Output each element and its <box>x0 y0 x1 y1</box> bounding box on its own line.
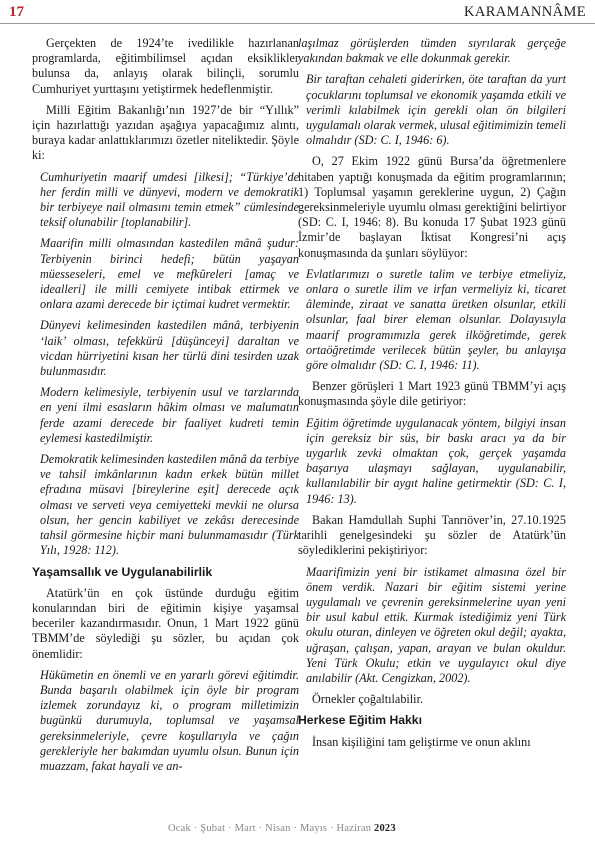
quotation-continuation: laşılmaz görüşlerden tümden sıyrılarak gerçeğe yakından bakmak ve elle dokunmak gerekir. <box>298 36 566 66</box>
body-paragraph: İnsan kişiliğini tam geliştirme ve onun aklını <box>312 734 531 749</box>
quotation-paragraph: Maarifimizin yeni bir istikamet almasına özel bir önem verdik. Nazari bir eğitim sistemi yerine uygulamalı ve çevrenin gereksinmelerine uyan yeni bir usul kabul ettik. Kurmak istediğimiz yeni Türk okulu oturan, dinleyen ve öğreten okul değil; ayakta, uğraşan, çalışan, yapan, arayan ve bulan okuldur. Yeni Türk Okulu; etkin ve uygulayıcı okul diye anılabilir (Akt. Cengizkan, 2002). <box>306 564 566 685</box>
body-paragraph: Milli Eğitim Bakanlığı’nın 1927’de bir “Yıllık” için hazırlattığı yazıdan aşağıya yapacağımız alıntı, buraya kadar anlattıklarımızı özetler niteliktedir. Şöyle ki: <box>32 102 299 163</box>
quotation-paragraph: Bir taraftan cehaleti giderirken, öte taraftan da yurt çocuklarını toplumsal ve ekonomik yaşamda etkili ve verimli kılabilmek için gerekli olan ön bilgileri uygulamalı olarak vermek, ulusal eğitimimizin temeli olmalıdır (SD: C. I, 1946: 6). <box>306 72 566 148</box>
footer-months: Ocak · Şubat · Mart · Nisan · Mayıs · Haziran <box>168 823 372 834</box>
footer-year: 2023 <box>374 823 396 834</box>
quotation-paragraph: Maarifin milli olmasından kastedilen mânâ şudur: Terbiyenin birinci hedefi; bütün yaşayan müesseseleri, emel ve mefkûreleri [amaç ve idealleri] ile milli cemiyete intibak ettirmek ve onlara azami derecede bir içtimai kudret vermektir. <box>40 236 299 312</box>
page-number: 17 <box>9 4 24 20</box>
quotation-paragraph: Hükümetin en önemli ve en yararlı görevi eğitimdir. Bunda başarılı olabilmek için öyle bir program izlemek zorundayız ki, o program milletimizin bugünkü durumuyla, toplumsal ve yaşamsal gereksinmeleriyle, çevre koşullarıyla ve çağın gerekleriyle her bakımdan uyumlu olsun. Bunun için muazzam, fakat hayali ve an- <box>40 667 299 773</box>
body-paragraph: O, 27 Ekim 1922 günü Bursa’da öğretmenlere hitaben yaptığı konuşmada da eğitim programlarının; 1) Toplumsal yaşamın gereklerine uygun, 2) Çağın gereksinmeleriyle uyumlu olması gerektiğini belirtiyor (SD: C. I, 1946: 8). Bu konuda 17 Şubat 1923 günü İzmir’de başlayan İktisat Kongresi’ni açış konuşmasında da şunları söylüyor: <box>298 154 566 260</box>
quotation-paragraph: Modern kelimesiyle, terbiyenin usul ve tarzlarında en yeni ilmi esasların hâkim olması ve malumatın ferde azami derecede bir faaliyet kudreti temin eylemesi kastedilmiştir. <box>40 385 299 445</box>
quotation-paragraph: Cumhuriyetin maarif umdesi [ilkesi]; “Türkiye’de her ferdin milli ve dünyevi, modern ve demokratik bir terbiyeye nail olmasını temin etmek” cümlesinde teksif olunabilir [toplanabilir]. <box>40 169 299 230</box>
left-column <box>32 36 299 780</box>
body-paragraph: Atatürk’ün en çok üstünde durduğu eğitim konularından biri de eğitimin kişiye yaşamsal beceriler kazandırmasıdır. Onun, 1 Mart 1922 günü TBMM’de söylediği şu sözler, bu açıdan çok önemlidir: <box>32 585 299 661</box>
quotation-paragraph: Eğitim öğretimde uygulanacak yöntem, bilgiyi insan için gereksiz bir süs, bir baskı aracı ya da bir uygarlık zevki olmaktan çok, gerçek yaşamda başarıya ulaşmayı sağlayan, uygulanabilir, kullanılabilir bir aygıt haline getirmektir (SD: C. I, 1946: 13). <box>306 415 566 506</box>
body-paragraph: Bakan Hamdullah Suphi Tanrıöver’in, 27.10.1925 tarihli genelgesindeki şu sözler de Atatürk’ün söylediklerini pekiştiriyor: <box>298 512 566 558</box>
magazine-title: KARAMANNÂME <box>463 4 586 20</box>
body-paragraph: Örnekler çoğaltılabilir. <box>312 692 424 707</box>
body-paragraph: Gerçekten de 1924’te ivedilikle hazırlanan programlarda, eğitimbilimsel açıdan eksiklikler bulunsa da, anlayış olarak bilinçli, sorumlu Cumhuriyet yurttaşını yetiştirmek hedeflenmiştir. <box>32 36 299 96</box>
quotation-paragraph: Evlatlarımızı o suretle talim ve terbiye etmeliyiz, onlara o suretle ilim ve irfan vermeliyiz ki, ticaret âleminde, ziraat ve sanatta üretken olsunlar, etkili olsunlar, faal birer eleman olsunlar. Dolayısıyla maarif programımızla gerek ilköğretimde, gerek ortaöğretimde verilecek bütün şeyler, bu anlayışa göre olmalıdır (SD: C. I, 1946: 11). <box>306 266 566 373</box>
quotation-paragraph: Dünyevi kelimesinden kastedilen mânâ, terbiyenin ‘laik’ olması, tefekkürü [düşünceyi] daraltan ve vicdan hürriyetini kısan her türlü dini tesirden uzak bulunmasıdır. <box>40 318 299 379</box>
section-heading: Herkese Eğitim Hakkı <box>298 713 422 728</box>
section-heading: Yaşamsallık ve Uygulanabilirlik <box>32 564 213 579</box>
page-header <box>0 0 595 30</box>
page-footer <box>0 818 595 842</box>
header-divider <box>0 23 595 24</box>
body-paragraph: Benzer görüşleri 1 Mart 1923 günü TBMM’yi açış konuşmasında şöyle dile getiriyor: <box>298 379 566 409</box>
quotation-paragraph: Demokratik kelimesinden kastedilen mânâ da terbiye ve tahsil imkânlarının kadın erkek bütün millet efradına müsavi [bireylerine eşit] derecede açık olması ve serveti veya cemiyetteki mevkii ne olursa olsun, her gencin kabiliyet ve zekâsı derecesinde tahsil görmesine hiçbir mani bulunmamasıdır (Türk Yılı, 1928: 112). <box>40 452 299 558</box>
right-column <box>298 36 566 756</box>
footer-issue <box>168 823 396 834</box>
